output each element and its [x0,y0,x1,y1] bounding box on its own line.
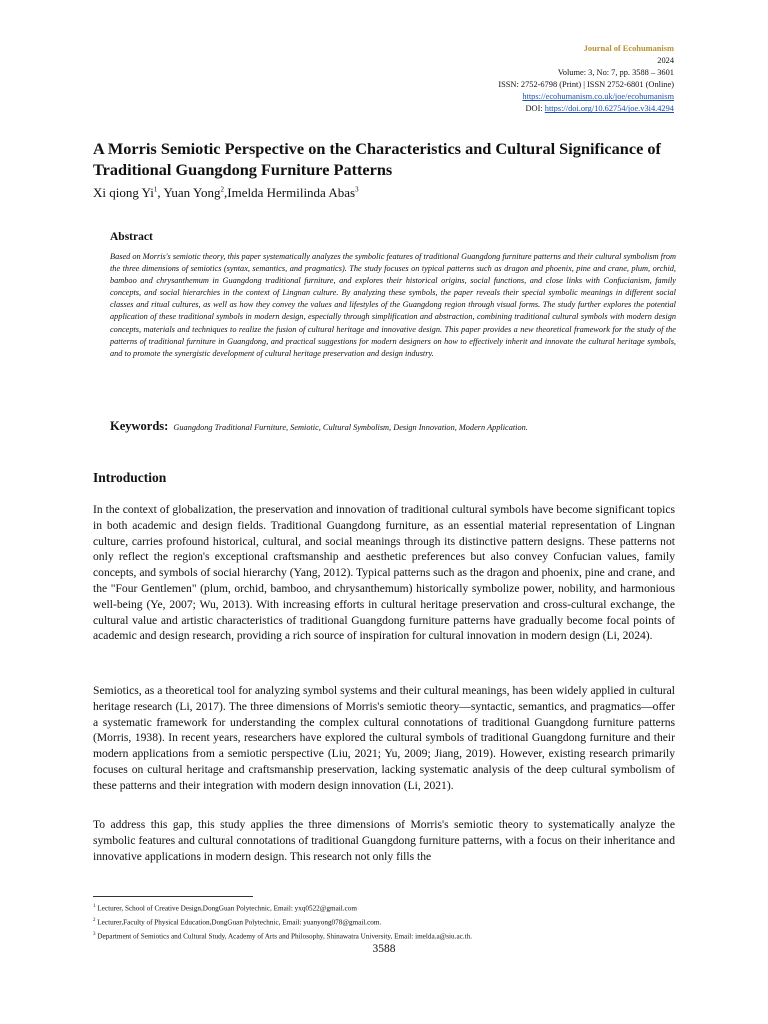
journal-website-link[interactable]: https://ecohumanism.co.uk/joe/ecohumanism [522,92,674,102]
author-affiliation-mark: 2 [220,185,225,194]
body-paragraph: To address this gap, this study applies the three dimensions of Morris's semiotic theory to systematically analyze the symbolic features and cultural connotations of traditional Guangdong furniture patterns, with a focus on their inheritance and innovative applications in modern design. This research not only fills the [93,818,675,863]
keywords-label: Keywords: [110,419,169,433]
doi-line [314,103,674,115]
journal-name: Journal of Ecohumanism [583,44,674,53]
author-name: Imelda Hermilinda Abas [227,185,356,200]
footnote [93,915,683,929]
paper-title: A Morris Semiotic Perspective on the Characteristics and Cultural Significance of Traditional Guangdong Furniture Patterns [93,139,661,179]
author-name: Xi qiong Yi [93,185,154,200]
keywords-text: Guangdong Traditional Furniture, Semiotic, Cultural Symbolism, Design Innovation, Modern Application. [173,423,528,432]
footnote-text: Lecturer,Faculty of Physical Education,DongGuan Polytechnic, Email: yuanyong078@gmail.com. [97,918,382,927]
page-number: 3588 [372,943,396,955]
footnote [93,929,683,943]
volume-info: Volume: 3, No: 7, pp. 3588 – 3601 [557,68,674,78]
footnote-mark: 3 [93,931,96,937]
footnote-divider [93,896,253,897]
issn-info: ISSN: 2752-6798 (Print) | ISSN 2752-6801 (Online) [498,80,674,90]
author-separator: , [157,185,164,200]
author-affiliation-mark: 1 [153,185,158,194]
abstract-text: Based on Morris's semiotic theory, this paper systematically analyzes the symbolic features of traditional Guangdong furniture patterns and their cultural symbolism from the three dimensions of semiotics (syntax, semantics, and pragmatics). The study focuses on typical patterns such as dragon and phoenix, pine and crane, plum, orchid, bamboo and chrysanthemum in Guangdong traditional furniture, and explores their historical origins, social functions, and close links with Confucianism, family concepts, and social hierarchies in the context of Lingnan culture. By analyzing these symbols, the paper reveals their special symbolic meanings in different social classes and ritual cultures, as well as how they convey the values and lifestyles of the Guangdong region through visual forms. The study further explores the potential application of these traditional symbols in modern design, especially through simplification and abstraction, combining traditional cultural symbols with modern design concepts, materials and techniques to realize the fusion of cultural heritage and innovative design. This paper provides a new theoretical framework for the study of the patterns of traditional furniture in Guangdong, and practical suggestions for modern designers on how to effectively inherit and innovate the cultural heritage symbols, and to promote the synergistic development of cultural heritage preservation and design industry. [110,252,676,358]
journal-year: 2024 [657,56,674,66]
body-paragraph: In the context of globalization, the preservation and innovation of traditional cultural symbols have become significant topics in both academic and design fields. Traditional Guangdong furniture, as an essential material representation of Lingnan culture, carries profound historical, cultural, and social meanings through its distinctive pattern designs. These patterns not only reflect the region's exceptional craftsmanship and aesthetic preferences but also convey Confucian values, family concepts, and symbols of social hierarchy (Yang, 2012). Typical patterns such as the dragon and phoenix, pine and crane, and the "Four Gentlemen" (plum, orchid, bamboo, and chrysanthemum) historically symbolize power, nobility, and harmonious well-being (Ye, 2007; Wu, 2013). With increasing efforts in cultural heritage preservation and cross-cultural exchange, the cultural value and artistic characteristics of traditional Guangdong furniture patterns have gradually become focal points of academic and design research, providing a rich source of inspiration for cultural innovation in modern design (Li, 2024). [93,503,675,643]
body-paragraph: Semiotics, as a theoretical tool for analyzing symbol systems and their cultural meanings, has been widely applied in cultural heritage research (Li, 2017). The three dimensions of Morris's semiotic theory—syntactic, semantics, and pragmatics—offer a systematic framework for understanding the complex cultural connotations of traditional Guangdong furniture patterns (Morris, 1938). In recent years, researchers have explored the cultural symbols of traditional Guangdong furniture and their modern applications from a semiotic perspective (Liu, 2021; Yu, 2009; Jiang, 2019). However, existing research primarily focuses on cultural heritage and craftsmanship preservation, lacking systematic analysis of the deep cultural symbolism of these patterns and their integration with modern design innovation (Li, 2021). [93,684,675,792]
author-affiliation-mark: 3 [355,185,359,194]
footnote-mark: 2 [93,917,96,923]
abstract-heading: Abstract [110,231,153,243]
keywords-line [110,419,676,434]
footnote-text: Department of Semiotics and Cultural Study, Academy of Arts and Philosophy, Shinawatra University, Email: imelda.a@siu.ac.th. [97,932,473,941]
footnote-text: Lecturer, School of Creative Design,DongGuan Polytechnic, Email: yxq0522@gmail.com [97,904,357,913]
doi-label: DOI: [525,104,543,114]
author-list [93,185,683,201]
author-name: Yuan Yong [163,185,221,200]
doi-link[interactable]: https://doi.org/10.62754/joe.v3i4.4294 [544,104,674,114]
footnote-mark: 1 [93,904,96,909]
journal-header [314,43,674,116]
introduction-heading: Introduction [93,470,167,485]
footnotes [93,901,683,943]
footnote [93,901,683,915]
author-separator: , [224,185,228,200]
